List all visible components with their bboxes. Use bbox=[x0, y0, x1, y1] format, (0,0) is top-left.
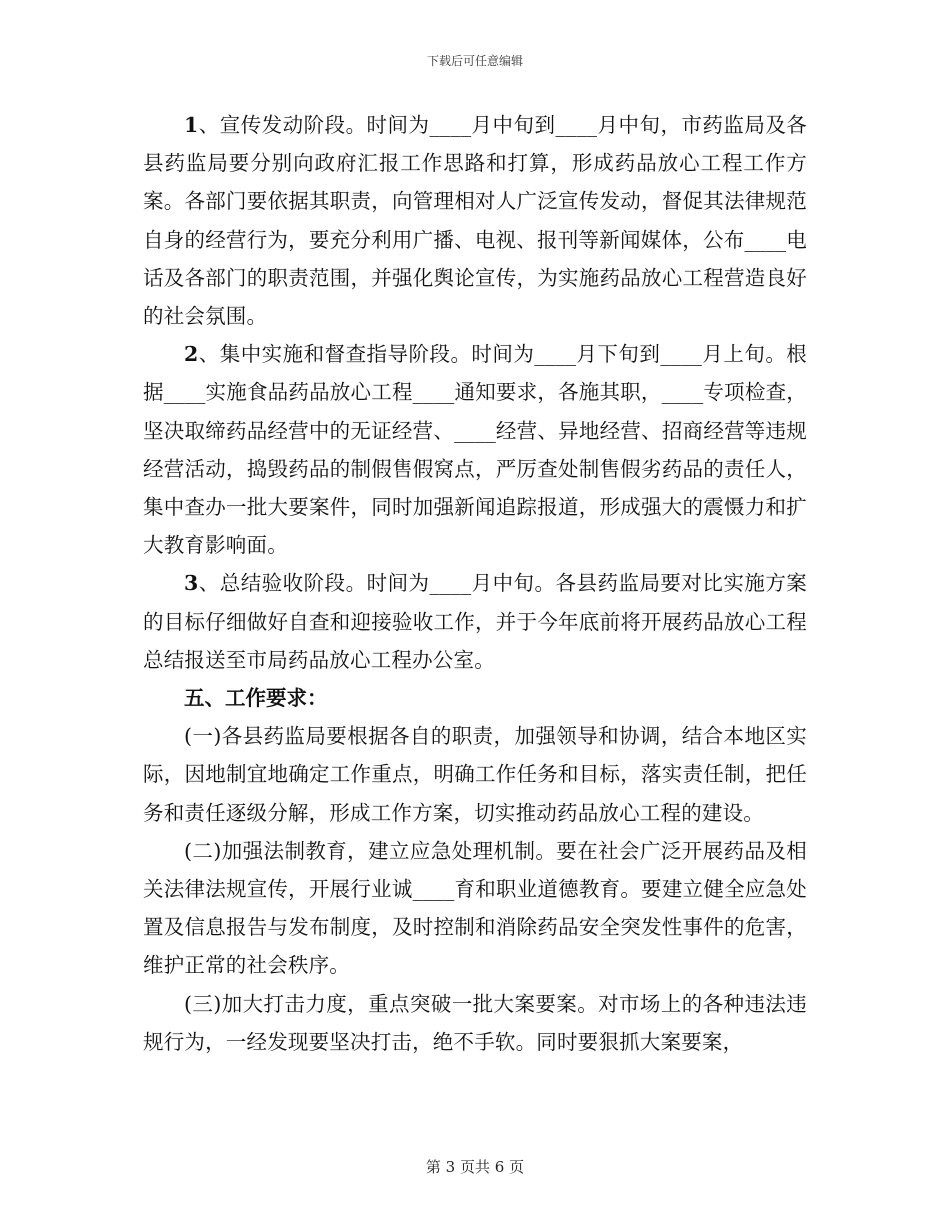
requirement-paragraph-3: (三)加大打击力度，重点突破一批大案要案。对市场上的各种违法违规行为，一经发现要坚决打击，绝不手软。同时要狠抓大案要案， bbox=[143, 991, 807, 1054]
stage-number: 1 bbox=[184, 113, 199, 137]
stage-text: 、集中实施和督查指导阶段。时间为____月下旬到____月上旬。根据____实施食品药品放心工程____通知要求，各施其职，____专项检查，坚决取缔药品经营中的无证经营、____经营、异地经营、招商经营等违规经营活动，捣毁药品的制假售假窝点，严厉查处制售假劣药品的责任人，集中查办一批大要案件，同时加强新闻追踪报道，形成强大的震慑力和扩大教育影响面。 bbox=[143, 342, 807, 558]
stage-text: 、总结验收阶段。时间为____月中旬。各县药监局要对比实施方案的目标仔细做好自查和迎接验收工作，并于今年底前将开展药品放心工程总结报送至市局药品放心工程办公室。 bbox=[143, 571, 807, 672]
stage-number: 2 bbox=[184, 342, 199, 367]
requirement-paragraph-1: (一)各县药监局要根据各自的职责，加强领导和协调，结合本地区实际，因地制宜地确定工作重点，明确工作任务和目标，落实责任制，把任务和责任逐级分解，形成工作方案，切实推动药品放心工程的建设。 bbox=[143, 724, 807, 825]
requirement-paragraph-2: (二)加强法制教育，建立应急处理机制。要在社会广泛开展药品及相关法律法规宣传，开展行业诚____育和职业道德教育。要建立健全应急处置及信息报告与发布制度，及时控制和消除药品安全突发性事件的危害，维护正常的社会秩序。 bbox=[143, 838, 807, 978]
page-footer: 第 3 页共 6 页 bbox=[425, 1158, 525, 1176]
page-header: 下载后可任意编辑 bbox=[426, 54, 523, 68]
stage-number: 3 bbox=[184, 571, 199, 596]
stage-text: 、宣传发动阶段。时间为____月中旬到____月中旬，市药监局及各县药监局要分别向政府汇报工作思路和打算，形成药品放心工程工作方案。各部门要依据其职责，向管理相对人广泛宣传发动，督促其法律规范自身的经营行为，要充分利用广播、电视、报刊等新闻媒体，公布____电话及各部门的职责范围，并强化舆论宣传，为实施药品放心工程营造良好的社会氛围。 bbox=[143, 113, 807, 329]
stage-paragraph-2 bbox=[143, 335, 807, 564]
stage-paragraph-1 bbox=[143, 106, 807, 335]
document-body bbox=[143, 106, 807, 1061]
section-heading: 五、工作要求： bbox=[184, 686, 328, 711]
stage-paragraph-3 bbox=[143, 564, 807, 679]
